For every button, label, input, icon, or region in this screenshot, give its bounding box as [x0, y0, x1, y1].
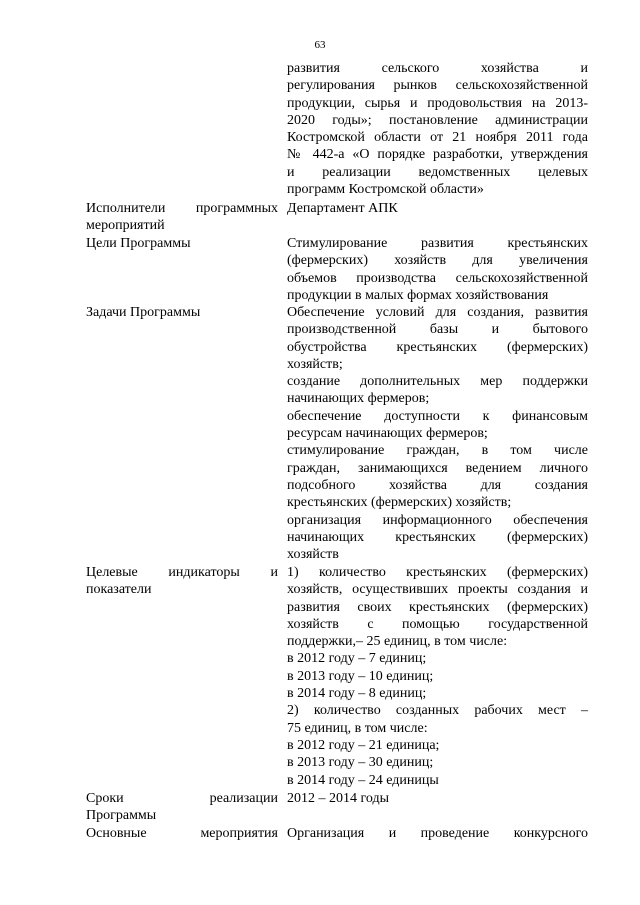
indicators-right-line: развития своих крестьянских (фермерских): [287, 599, 588, 615]
indicators-left-line: показатели: [86, 582, 152, 598]
tasks-right-line: хозяйств;: [287, 356, 343, 372]
tasks-right-line: производственной базы и бытового: [287, 322, 588, 338]
terms-value: [287, 790, 588, 807]
intro-right-line: продукции, сырья и продовольствия на 2013-: [287, 95, 588, 111]
indicators-right-line: в 2012 году – 21 единица;: [287, 737, 440, 753]
activities-left-line: Основные мероприятия: [86, 826, 278, 841]
tasks-right-line: подсобного хозяйства для создания: [287, 477, 588, 493]
indicators-right-line: в 2013 году – 10 единиц;: [287, 668, 434, 684]
intro-right-line: программ Костромской области»: [287, 182, 484, 198]
terms-label: [86, 790, 278, 825]
intro-right-line: 2020 годы»; постановление администрации: [287, 112, 588, 128]
goals-right-line: продукции в малых формах хозяйствования: [287, 287, 549, 303]
intro-right-line: Костромской области от 21 ноября 2011 года: [287, 130, 588, 146]
tasks-label: [86, 304, 278, 321]
indicators-left-line: Целевые индикаторы и: [86, 565, 278, 580]
intro-value: [287, 60, 588, 198]
terms-left-line: Программы: [86, 808, 157, 824]
activities-value: [287, 825, 588, 842]
indicators-right-line: в 2014 году – 8 единиц;: [287, 686, 427, 702]
tasks-right-line: Обеспечение условий для создания, развития: [287, 305, 588, 320]
goals-value: [287, 235, 588, 304]
intro-right-line: регулирования рынков сельскохозяйственной: [287, 78, 588, 94]
tasks-right-line: обеспечение доступности к финансовым: [287, 408, 588, 424]
indicators-right-line: 2) количество созданных рабочих мест –: [287, 703, 588, 719]
executors-left-line: Исполнители программных: [86, 201, 278, 216]
tasks-right-line: начинающих фермеров;: [287, 391, 430, 407]
intro-right-line: и реализации ведомственных целевых: [287, 164, 588, 180]
indicators-right-line: в 2013 году – 30 единиц;: [287, 755, 434, 771]
indicators-right-line: поддержки,– 25 единиц, в том числе:: [287, 634, 508, 650]
goals-right-line: объемов производства сельскохозяйственной: [287, 270, 588, 286]
tasks-right-line: организация информационного обеспечения: [287, 512, 588, 528]
executors-right-line: Департамент АПК: [287, 201, 398, 216]
tasks-right-line: граждан, занимающихся ведением личного: [287, 460, 588, 476]
tasks-right-line: стимулирование граждан, в том числе: [287, 443, 588, 459]
executors-value: [287, 200, 588, 217]
tasks-value: [287, 304, 588, 563]
terms-right-line: 2012 – 2014 годы: [287, 791, 390, 806]
indicators-right-line: хозяйств, осуществивших проекты создания и: [287, 582, 588, 598]
indicators-right-line: 75 единиц, в том числе:: [287, 720, 428, 736]
indicators-right-line: в 2012 году – 7 единиц;: [287, 651, 427, 667]
intro-right-line: развития сельского хозяйства и: [287, 61, 588, 76]
indicators-label: [86, 564, 278, 599]
indicators-right-line: в 2014 году – 24 единицы: [287, 772, 439, 788]
goals-right-line: (фермерских) хозяйств для увеличения: [287, 253, 588, 269]
goals-left-line: Цели Программы: [86, 236, 191, 251]
indicators-right-line: 1) количество крестьянских (фермерских): [287, 565, 588, 580]
tasks-right-line: создание дополнительных мер поддержки: [287, 374, 588, 390]
terms-left-line: Сроки реализации: [86, 791, 278, 806]
indicators-right-line: хозяйств с помощью государственной: [287, 616, 588, 632]
goals-label: [86, 235, 278, 252]
tasks-right-line: ресурсам начинающих фермеров;: [287, 426, 488, 442]
tasks-right-line: хозяйств: [287, 547, 339, 563]
executors-label: [86, 200, 278, 235]
activities-label: [86, 825, 278, 842]
intro-right-line: № 442-а «О порядке разработки, утверждения: [287, 147, 588, 163]
page-number: 63: [314, 39, 326, 51]
tasks-right-line: начинающих крестьянских (фермерских): [287, 529, 588, 545]
tasks-right-line: обустройства крестьянских (фермерских): [287, 339, 588, 355]
tasks-left-line: Задачи Программы: [86, 305, 201, 320]
executors-left-line: мероприятий: [86, 218, 165, 234]
goals-right-line: Стимулирование развития крестьянских: [287, 236, 588, 251]
activities-right-line: Организация и проведение конкурсного: [287, 826, 588, 841]
tasks-right-line: крестьянских (фермерских) хозяйств;: [287, 495, 512, 511]
indicators-value: [287, 564, 588, 789]
